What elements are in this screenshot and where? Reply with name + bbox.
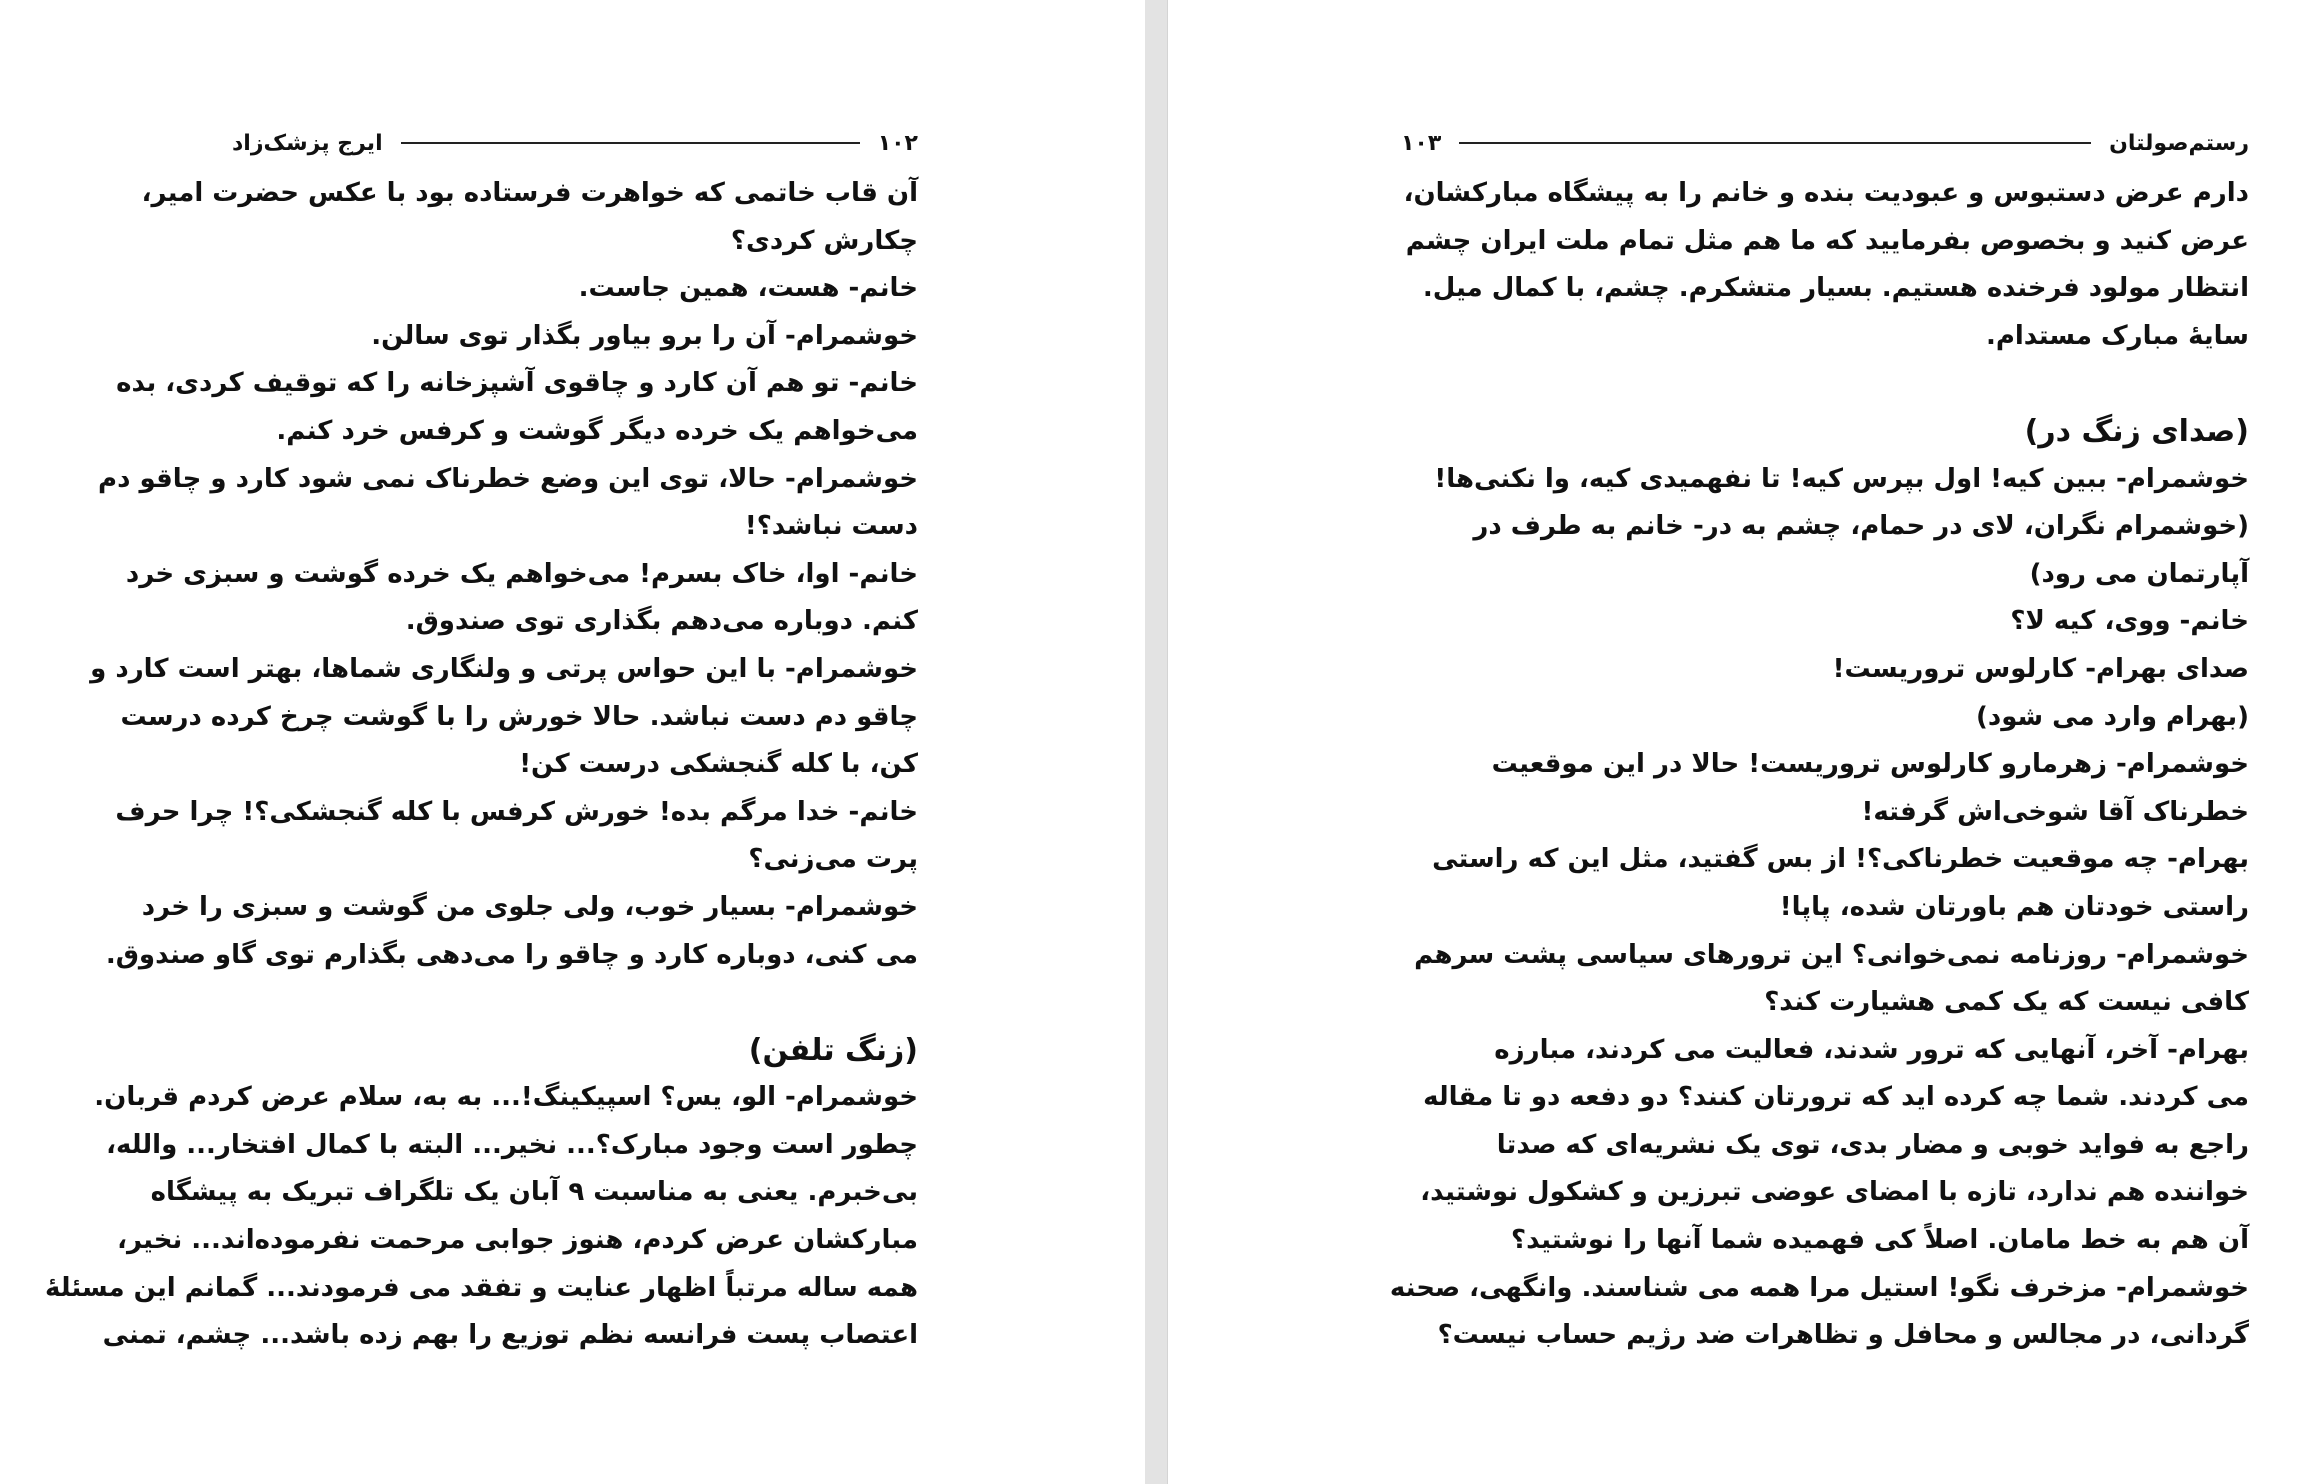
text-line: خوشمرام- الو، یس؟ اسپیکینگ!... به به، سلام عرض کردم قربان. (94, 1082, 918, 1113)
right-page-header (1401, 126, 2249, 160)
left-page-text (45, 170, 918, 1360)
left-page (0, 0, 1146, 1484)
text-line: آپارتمان می رود) (2029, 558, 2249, 589)
text-line: خانم- ووی، کیه لا؟ (2010, 606, 2249, 637)
left-page-header (232, 126, 918, 160)
header-rule (401, 142, 860, 144)
text-line: خانم- خدا مرگم بده! خورش کرفس با کله گنجشکی؟! چرا حرف (115, 796, 918, 827)
right-page-text (1389, 170, 2249, 1360)
text-line: راستی خودتان هم باورتان شده، پاپا! (1779, 891, 2249, 922)
text-line: آن هم به خط مامان. اصلاً کی فهمیده شما آنها را نوشتید؟ (1511, 1225, 2249, 1256)
text-line: همه ساله مرتباً اظهار عنایت و تفقد می فرمودند... گمانم این مسئلهٔ (45, 1272, 918, 1303)
text-line: دست نباشد؟! (744, 511, 918, 542)
running-head-title: رستم‌صولتان (2109, 130, 2249, 156)
text-line: انتظار مولود فرخنده هستیم. بسیار متشکرم. چشم، با کمال میل. (1422, 273, 2249, 304)
stage-direction-heading: (زنگ تلفن) (748, 1032, 918, 1068)
text-line: خانم- اوا، خاک بسرم! می‌خواهم یک خرده گوشت و سبزی خرد (125, 558, 918, 589)
running-head-author: ایرج پزشک‌زاد (232, 130, 383, 156)
text-line: کافی نیست که یک کمی هشیارت کند؟ (1764, 987, 2249, 1018)
text-line: بهرام- چه موقعیت خطرناکی؟! از بس گفتید، مثل این که راستی (1432, 844, 2249, 875)
text-line: خوشمرام- روزنامه نمی‌خوانی؟ این ترورهای سیاسی پشت سرهم (1414, 939, 2249, 970)
text-line: اعتصاب پست فرانسه نظم توزیع را بهم زده باشد... چشم، تمنی (102, 1320, 918, 1351)
text-line: مبارکشان عرض کردم، هنوز جوابی مرحمت نفرموده‌اند... نخیر، (117, 1225, 918, 1256)
text-line: می کنی، دوباره کارد و چاقو را می‌دهی بگذارم توی گاو صندوق. (105, 939, 918, 970)
text-line: چطور است وجود مبارک؟... نخیر... البته با کمال افتخار... والله، (106, 1129, 918, 1160)
right-page (1167, 0, 2314, 1484)
text-line: بهرام- آخر، آنهایی که ترور شدند، فعالیت می کردند، مبارزه (1494, 1034, 2249, 1065)
text-line: (بهرام وارد می شود) (1976, 701, 2249, 732)
text-line: چکارش کردی؟ (730, 225, 918, 256)
text-line: دارم عرض دستبوس و عبودیت بنده و خانم را به پیشگاه مبارکشان، (1403, 178, 2249, 208)
header-rule (1459, 142, 2091, 144)
paragraph-gap (1401, 360, 2249, 408)
text-line: خوشمرام- با این حواس پرتی و ولنگاری شماها، بهتر است کارد و (90, 653, 918, 684)
text-line: آن قاب خاتمی که خواهرت فرستاده بود با عکس حضرت امیر، (141, 178, 918, 208)
text-line: کنم. دوباره می‌دهم بگذاری توی صندوق. (405, 606, 918, 637)
text-line: خواننده هم ندارد، تازه با امضای عوضی تبرزین و کشکول نوشتید، (1420, 1177, 2249, 1208)
text-line: صدای بهرام- کارلوس تروریست! (1832, 653, 2249, 684)
text-line: سایهٔ مبارک مستدام. (1985, 320, 2249, 351)
paragraph-gap (232, 979, 918, 1027)
text-line: (خوشمرام نگران، لای در حمام، چشم به در- خانم به طرف در (1473, 511, 2249, 542)
text-line: خانم- تو هم آن کارد و چاقوی آشپزخانه را که توقیف کردی، بده (116, 368, 918, 399)
page-number: ۱۰۳ (1401, 130, 1442, 156)
text-line: عرض کنید و بخصوص بفرمایید که ما هم مثل تمام ملت ایران چشم (1405, 225, 2249, 256)
text-line: چاقو دم دست نباشد. حالا خورش را با گوشت چرخ کرده درست (120, 701, 918, 732)
text-line: خانم- هست، همین جاست. (578, 273, 918, 304)
text-line: پرت می‌زنی؟ (748, 844, 918, 875)
book-gutter (1145, 0, 1167, 1484)
text-line: راجع به فواید خوبی و مضار بدی، توی یک نشریه‌ای که صدتا (1496, 1129, 2249, 1160)
stage-direction-heading: (صدای زنگ در) (2024, 413, 2249, 449)
text-line: خوشمرام- بسیار خوب، ولی جلوی من گوشت و سبزی را خرد (141, 891, 918, 922)
text-line: خوشمرام- آن را برو بیاور بگذار توی سالن. (371, 320, 918, 351)
text-line: بی‌خبرم. یعنی به مناسبت ۹ آبان یک تلگراف تبریک به پیشگاه (150, 1177, 918, 1208)
text-line: خوشمرام- ببین کیه! اول بپرس کیه! تا نفهمیدی کیه، وا نکنی‌ها! (1434, 463, 2249, 494)
page-number: ۱۰۲ (877, 130, 918, 156)
text-line: خوشمرام- حالا، توی این وضع خطرناک نمی شود کارد و چاقو دم (98, 463, 918, 494)
text-line: می‌خواهم یک خرده دیگر گوشت و کرفس خرد کنم. (276, 415, 918, 446)
text-line: خوشمرام- مزخرف نگو! استیل مرا همه می شناسند. وانگهی، صحنه (1389, 1272, 2249, 1303)
text-line: خوشمرام- زهرمارو کارلوس تروریست! حالا در این موقعیت (1491, 749, 2249, 780)
text-line: خطرناک آقا شوخی‌اش گرفته! (1861, 796, 2249, 827)
text-line: می کردند. شما چه کرده اید که ترورتان کنند؟ دو دفعه دو تا مقاله (1423, 1082, 2249, 1113)
text-line: کن، با کله گنجشکی درست کن! (519, 749, 918, 780)
text-line: گردانی، در مجالس و محافل و تظاهرات ضد رژیم حساب نیست؟ (1437, 1320, 2249, 1351)
